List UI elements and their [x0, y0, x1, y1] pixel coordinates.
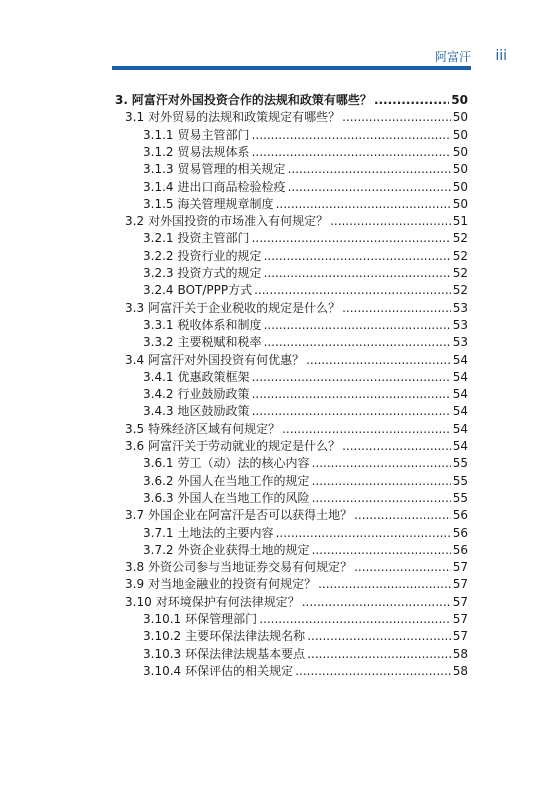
toc-entry[interactable]: [143, 628, 468, 644]
toc-entry-title: 环保法律法规基本要点: [185, 646, 306, 661]
toc-entry-number: 3.10.4: [143, 663, 182, 678]
toc-entry-number: 3.: [115, 93, 128, 107]
toc-entry-page: 50: [452, 179, 468, 194]
toc-dot-leader: [342, 109, 451, 125]
toc-entry-page: 58: [452, 663, 468, 678]
toc-dot-leader: [354, 507, 451, 523]
toc-dot-leader: [276, 196, 451, 212]
toc-dot-leader: [288, 161, 451, 177]
toc-entry-number: 3.1.2: [143, 144, 174, 159]
toc-entry-page: 54: [452, 404, 468, 419]
toc-entry-title: 阿富汗关于劳动就业的规定是什么？: [148, 439, 341, 453]
toc-entry[interactable]: [143, 369, 468, 385]
toc-entry-number: 3.2: [125, 214, 145, 229]
toc-dot-leader: [342, 438, 451, 454]
toc-entry-title: 对外贸易的法规和政策规定有哪些？: [148, 110, 341, 125]
toc-entry-number: 3.7: [125, 508, 145, 523]
page-number: iii: [495, 48, 507, 64]
toc-entry[interactable]: [143, 127, 468, 143]
toc-entry-title: 投资方式的规定: [177, 266, 262, 280]
toc-entry-page: 51: [452, 214, 468, 229]
toc-entry[interactable]: [143, 490, 468, 506]
toc-entry-number: 3.4: [125, 352, 145, 367]
toc-entry[interactable]: [143, 455, 468, 471]
toc-entry-number: 3.4.1: [143, 369, 174, 384]
toc-entry-title: 环保管理部门: [185, 612, 258, 626]
toc-entry-title: 优惠政策框架: [177, 369, 250, 384]
toc-entry-title: 环保评估的相关规定: [185, 663, 294, 678]
toc-entry-title: 外国企业在阿富汗是否可以获得土地？: [148, 508, 353, 523]
toc-dot-leader: [312, 542, 451, 558]
toc-entry-page: 55: [452, 490, 468, 505]
toc-entry-number: 3.3.1: [143, 317, 174, 332]
toc-entry-title: 贸易法规体系: [177, 144, 250, 159]
toc-entry-number: 3.1: [125, 110, 145, 125]
toc-dot-leader: [288, 179, 451, 195]
toc-entry-page: 50: [452, 127, 468, 142]
toc-entry-page: 53: [452, 300, 468, 315]
toc-entry-number: 3.7.2: [143, 542, 174, 557]
toc-entry[interactable]: [143, 265, 468, 281]
toc-entry[interactable]: [143, 179, 468, 195]
toc-entry[interactable]: [125, 109, 468, 125]
toc-entry-page: 52: [452, 248, 468, 263]
toc-entry-title: 特殊经济区域有何规定？: [148, 421, 281, 436]
toc-entry-page: 52: [452, 283, 468, 298]
toc-dot-leader: [264, 265, 451, 281]
toc-entry[interactable]: [143, 611, 468, 627]
toc-entry-number: 3.2.2: [143, 248, 174, 263]
toc-dot-leader: [252, 369, 451, 385]
toc-entry[interactable]: [125, 213, 468, 229]
toc-dot-leader: [259, 611, 451, 627]
toc-dot-leader: [306, 352, 451, 368]
toc-entry-page: 54: [452, 421, 468, 436]
toc-entry-title: 外国人在当地工作的风险: [177, 490, 310, 505]
toc-entry-title: 地区鼓励政策: [177, 404, 250, 419]
toc-entry-number: 3.4.3: [143, 404, 174, 419]
toc-dot-leader: [252, 403, 451, 419]
toc-entry[interactable]: [143, 403, 468, 419]
toc-entry[interactable]: [125, 300, 468, 316]
toc-entry-number: 3.1.1: [143, 127, 174, 142]
toc-dot-leader: [342, 300, 451, 316]
toc-entry-title: 劳工（动）法的核心内容: [177, 456, 310, 471]
toc-entry-page: 52: [452, 231, 468, 246]
toc-dot-leader: [264, 334, 451, 350]
toc-entry-number: 3.1.4: [143, 179, 174, 194]
toc-entry-number: 3.6.2: [143, 473, 174, 488]
toc-entry[interactable]: [143, 161, 468, 177]
toc-entry-page: 54: [452, 352, 468, 367]
toc-entry-title: 主要环保法律法规名称: [185, 629, 306, 644]
toc-entry-title: 土地法的主要内容: [177, 525, 274, 540]
toc-entry[interactable]: [125, 594, 468, 610]
toc-entry-title: 外资企业获得土地的规定: [177, 542, 310, 557]
toc-entry-page: 57: [452, 560, 468, 575]
toc-entry-page: 50: [452, 162, 468, 177]
toc-entry-page: 58: [452, 646, 468, 661]
toc-entry[interactable]: [143, 386, 468, 402]
toc-entry[interactable]: [143, 317, 468, 333]
toc-entry-title: 对环境保护有何法律规定？: [155, 594, 300, 609]
toc-entry-number: 3.1.3: [143, 162, 174, 177]
toc-entry[interactable]: [143, 230, 468, 246]
toc-entry[interactable]: [143, 248, 468, 264]
toc-dot-leader: [374, 92, 449, 108]
toc-entry-number: 3.5: [125, 421, 145, 436]
toc-entry-number: 3.10: [125, 594, 152, 609]
toc-entry-page: 55: [452, 473, 468, 488]
toc-entry-number: 3.10.3: [143, 646, 182, 661]
toc-entry-number: 3.8: [125, 560, 145, 575]
toc-entry-page: 57: [452, 594, 468, 609]
running-header-country: 阿富汗: [434, 50, 471, 64]
toc-entry-title: 投资主管部门: [177, 231, 250, 246]
toc-entry-number: 3.2.4: [143, 283, 174, 298]
toc-dot-leader: [282, 421, 451, 437]
toc-entry[interactable]: [143, 144, 468, 160]
toc-entry-page: 56: [452, 525, 468, 540]
toc-entry-page: 54: [452, 387, 468, 402]
toc-dot-leader: [354, 559, 451, 575]
toc-entry-number: 3.4.2: [143, 387, 174, 402]
toc-entry-page: 50: [452, 110, 468, 125]
toc-entry-title: 对当地金融业的投资有何规定？: [148, 577, 317, 592]
toc-entry-title: 投资行业的规定: [177, 248, 262, 263]
toc-entry-page: 53: [452, 335, 468, 350]
toc-entry-page: 53: [452, 317, 468, 332]
toc-entry-title: 贸易主管部门: [177, 127, 250, 142]
toc-entry-number: 3.3: [125, 300, 145, 315]
toc-dot-leader: [252, 144, 451, 160]
toc-dot-leader: [252, 230, 451, 246]
toc-entry-page: 55: [452, 456, 468, 471]
toc-dot-leader: [252, 386, 451, 402]
toc-dot-leader: [276, 525, 451, 541]
toc-entry-number: 3.3.2: [143, 335, 174, 350]
toc-entry-page: 50: [451, 93, 468, 107]
toc-dot-leader: [295, 663, 451, 679]
toc-entry[interactable]: [125, 438, 468, 454]
toc-dot-leader: [302, 594, 451, 610]
toc-entry-page: 56: [452, 542, 468, 557]
toc-dot-leader: [307, 646, 451, 662]
toc-entry-page: 50: [452, 144, 468, 159]
header-rule: [112, 66, 471, 70]
toc-entry-title: 海关管理规章制度: [177, 196, 274, 211]
toc-entry[interactable]: [143, 663, 468, 679]
toc-entry-page: 54: [452, 369, 468, 384]
toc-entry[interactable]: [143, 542, 468, 558]
toc-dot-leader: [252, 127, 451, 143]
toc-entry-title: 阿富汗对外国投资有何优惠？: [148, 352, 305, 367]
toc-entry-title: 外国人在当地工作的规定: [177, 473, 310, 488]
toc-entry-title: 对外国投资的市场准入有何规定？: [148, 214, 329, 229]
toc-dot-leader: [312, 490, 451, 506]
toc-entry-number: 3.6.3: [143, 490, 174, 505]
toc-entry-title: 进出口商品检验检疫: [177, 179, 286, 194]
toc-entry-title: 外资公司参与当地证券交易有何规定？: [148, 560, 353, 575]
toc-entry-number: 3.2.1: [143, 231, 174, 246]
toc-entry-page: 57: [452, 577, 468, 592]
toc-entry-number: 3.10.1: [143, 612, 182, 626]
toc-dot-leader: [264, 317, 451, 333]
toc-entry[interactable]: [125, 576, 468, 592]
toc-dot-leader: [312, 473, 451, 489]
toc-entry-number: 3.9: [125, 577, 145, 592]
toc-entry-title: 贸易管理的相关规定: [177, 162, 286, 177]
toc-dot-leader: [264, 248, 451, 264]
toc-entry[interactable]: [125, 507, 468, 523]
page-header: [0, 0, 559, 80]
toc-entry-number: 3.1.5: [143, 196, 174, 211]
toc-entry-number: 3.7.1: [143, 525, 174, 540]
toc-entry-page: 50: [452, 196, 468, 211]
toc-entry-page: 57: [452, 629, 468, 644]
toc-dot-leader: [318, 576, 451, 592]
toc-dot-leader: [307, 628, 451, 644]
toc-entry[interactable]: [115, 92, 468, 108]
toc-entry[interactable]: [143, 334, 468, 350]
toc-entry[interactable]: [143, 196, 468, 212]
toc-entry-title: BOT/PPP方式: [177, 283, 253, 298]
toc-entry[interactable]: [125, 421, 468, 437]
toc-entry-page: 54: [452, 439, 468, 453]
toc-entry-number: 3.10.2: [143, 629, 182, 644]
toc-entry-title: 税收体系和制度: [177, 317, 262, 332]
toc-entry-number: 3.2.3: [143, 266, 174, 280]
toc-entry[interactable]: [143, 473, 468, 489]
toc-dot-leader: [254, 282, 451, 298]
toc-entry[interactable]: [125, 352, 468, 368]
toc-entry-page: 52: [452, 266, 468, 280]
toc-entry[interactable]: [143, 646, 468, 662]
toc-entry-title: 阿富汗对外国投资合作的法规和政策有哪些？: [131, 93, 372, 107]
toc-entry-title: 主要税赋和税率: [177, 335, 262, 350]
toc-entry[interactable]: [143, 525, 468, 541]
toc-dot-leader: [312, 455, 451, 471]
toc-entry-page: 57: [452, 612, 468, 626]
toc-entry-title: 行业鼓励政策: [177, 387, 250, 402]
toc-dot-leader: [330, 213, 451, 229]
toc-entry-title: 阿富汗关于企业税收的规定是什么？: [148, 300, 341, 315]
toc-entry-number: 3.6.1: [143, 456, 174, 471]
toc-entry[interactable]: [125, 559, 468, 575]
toc-entry[interactable]: [143, 282, 468, 298]
toc-entry-page: 56: [452, 508, 468, 523]
toc-entry-number: 3.6: [125, 439, 145, 453]
